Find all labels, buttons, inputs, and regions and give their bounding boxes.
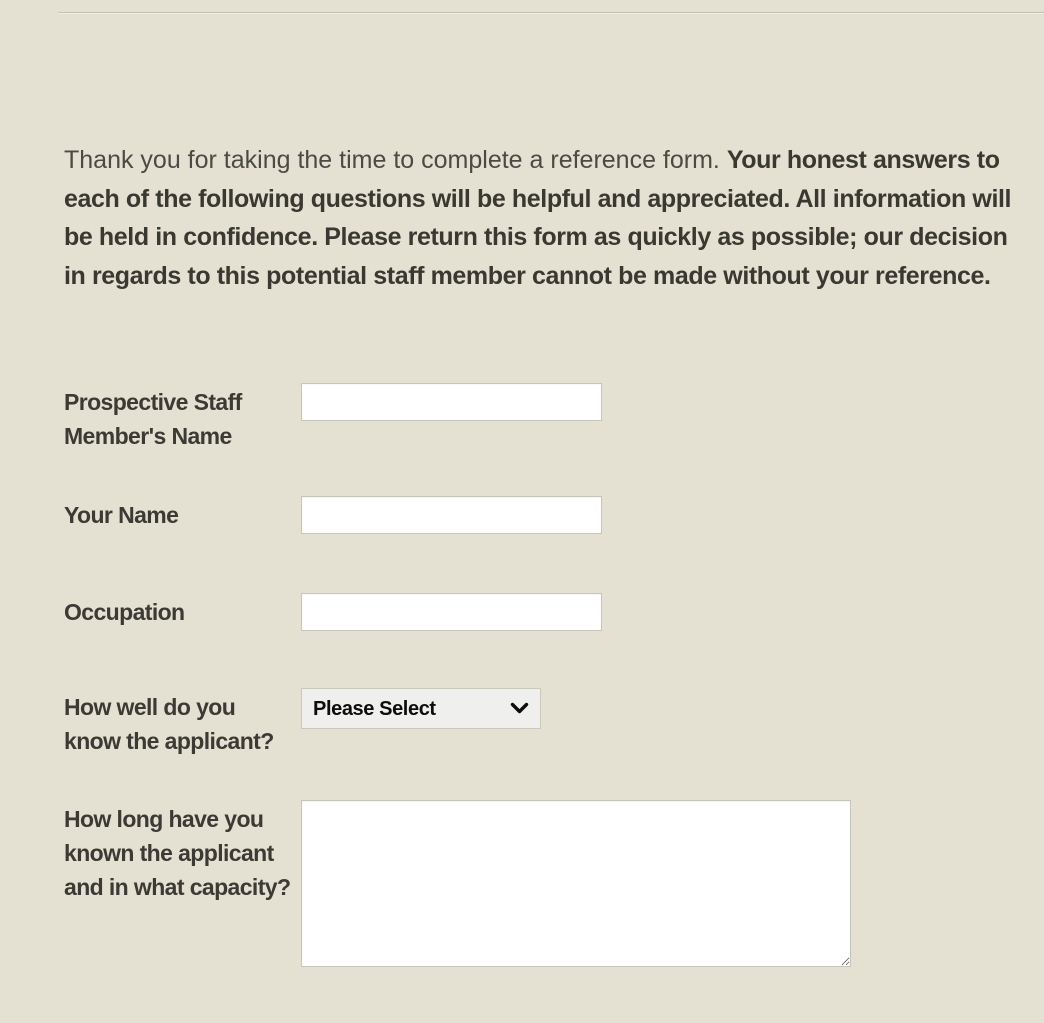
field-control — [301, 593, 1032, 631]
how-well-know-label: How well do you know the applicant? — [64, 694, 274, 754]
intro-bold-text: Your honest answers to each of the following questions will be helpful and appreciated. All information will be held in confidence. Please return this form as quickly as possible; our decision in regards to this potential staff member cannot be made without your reference. — [64, 146, 1012, 290]
occupation-input[interactable] — [301, 593, 602, 631]
how-well-know-select-wrap — [301, 688, 541, 729]
how-long-known-label: How long have you known the applicant and in what capacity? — [64, 806, 291, 900]
form-row-prospective-staff-member-name — [64, 383, 1032, 453]
form-row-how-well-know — [64, 688, 1032, 758]
intro-paragraph — [64, 141, 1032, 295]
field-control — [301, 383, 1032, 421]
field-control — [301, 688, 1032, 729]
your-name-input[interactable] — [301, 496, 602, 534]
top-divider — [58, 12, 1044, 13]
occupation-label: Occupation — [64, 599, 185, 625]
reference-form — [64, 383, 1032, 972]
form-row-your-name — [64, 496, 1032, 534]
form-row-occupation — [64, 593, 1032, 631]
field-control — [301, 800, 1032, 972]
your-name-label: Your Name — [64, 502, 179, 528]
intro-normal-text: Thank you for taking the time to complete a reference form. — [64, 146, 720, 174]
prospective-staff-member-name-label: Prospective Staff Member's Name — [64, 389, 242, 449]
prospective-staff-member-name-input[interactable] — [301, 383, 602, 421]
how-well-know-select[interactable] — [301, 688, 541, 729]
field-control — [301, 496, 1032, 534]
form-row-how-long-known — [64, 800, 1032, 972]
form-page-content — [64, 141, 1032, 972]
how-long-known-textarea[interactable] — [301, 800, 851, 967]
